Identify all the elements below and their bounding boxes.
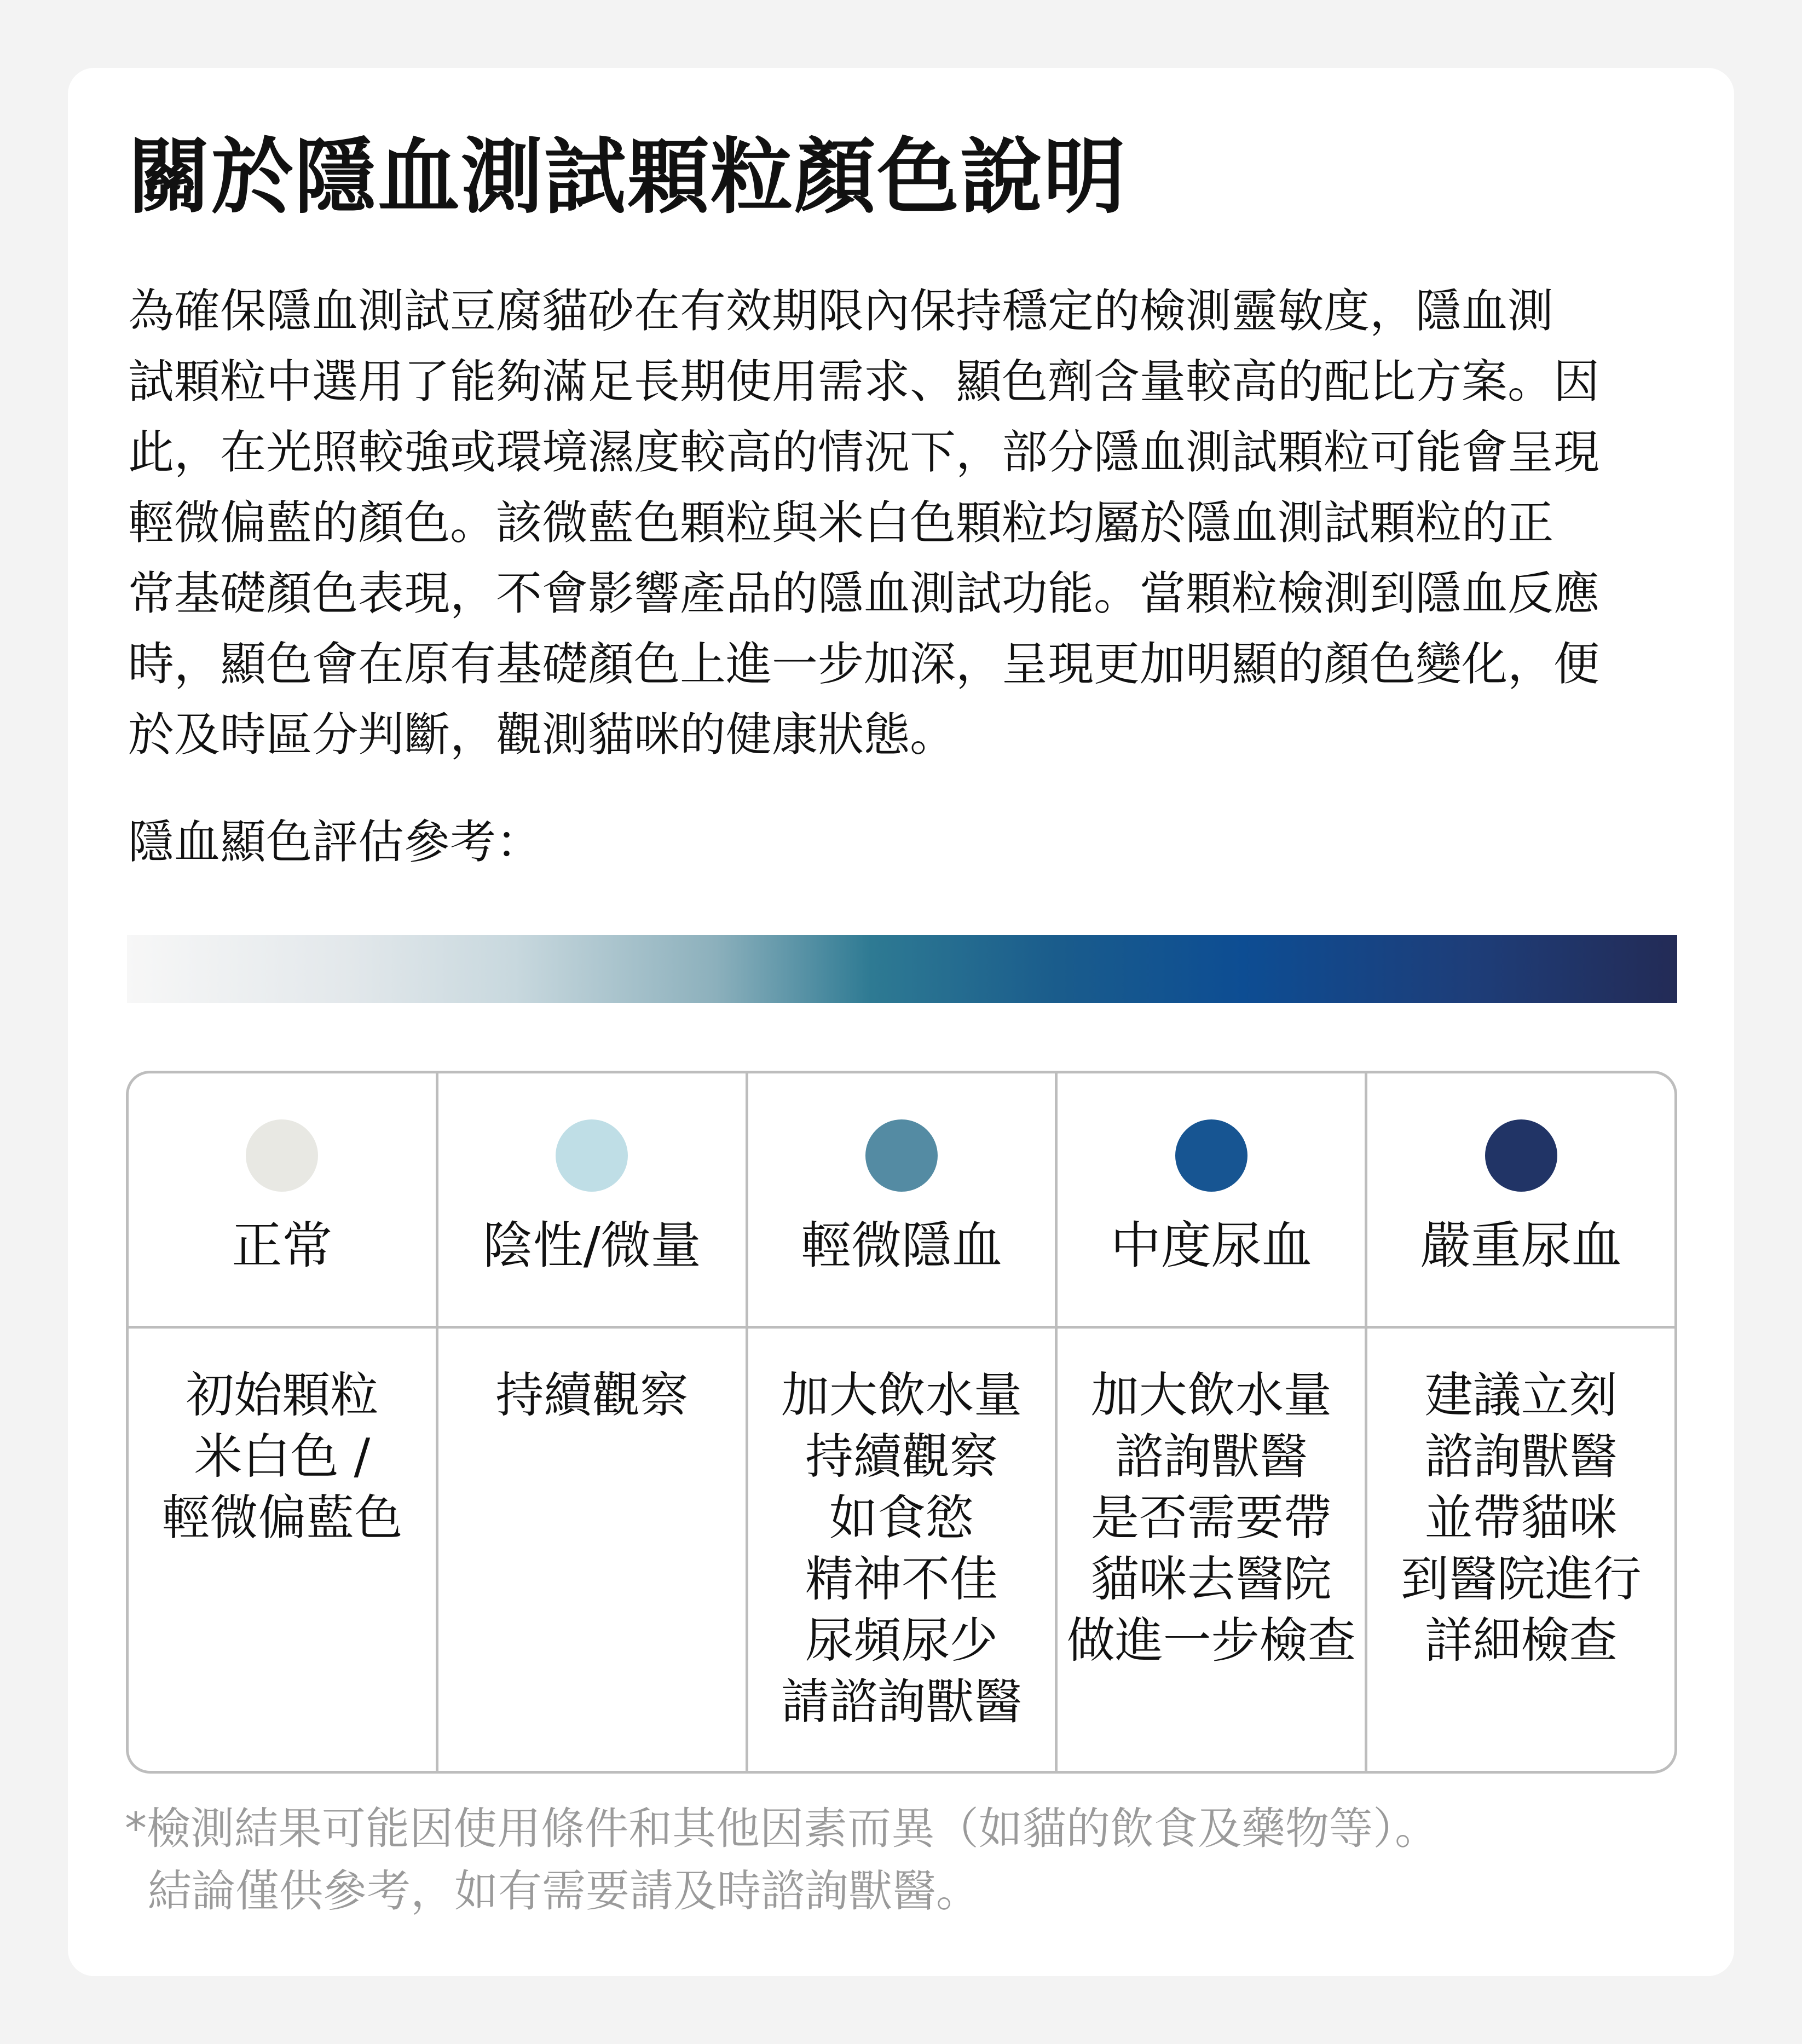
advice-line: 到醫院進行	[1400, 1551, 1642, 1607]
level-label: 正常	[232, 1216, 333, 1275]
level-column-moderate	[1055, 1073, 1365, 1771]
advice-line: 做進一步檢查	[1066, 1612, 1356, 1668]
intro-line: 輕微偏藍的顏色。該微藍色顆粒與米白色顆粒均屬於隱血測試顆粒的正	[128, 496, 1554, 550]
page-title: 關於隱血測試顆粒顏色說明	[128, 130, 1127, 225]
intro-line: 為確保隱血測試豆腐貓砂在有效期限內保持穩定的檢測靈敏度，隱血測	[128, 284, 1554, 338]
advice-line: 輕微偏藍色	[161, 1489, 403, 1546]
level-header	[438, 1073, 746, 1329]
level-header	[129, 1073, 436, 1329]
info-card	[68, 68, 1734, 1976]
advice-line: 加大飲水量	[781, 1367, 1022, 1423]
intro-line: 時，顯色會在原有基礎顏色上進一步加深，呈現更加明顯的顏色變化，便	[128, 637, 1600, 691]
scale-label: 隱血顯色評估參考：	[128, 815, 542, 869]
level-label: 中度尿血	[1110, 1216, 1312, 1275]
color-swatch-dot	[865, 1119, 938, 1192]
advice-line: 持續觀察	[805, 1428, 998, 1485]
advice-line: 精神不佳	[805, 1551, 998, 1607]
intro-line: 於及時區分判斷，觀測貓咪的健康狀態。	[128, 708, 956, 761]
level-column-severe	[1365, 1073, 1674, 1771]
advice-line: 初始顆粒	[186, 1367, 379, 1423]
advice-line: 請諮詢獸醫	[781, 1673, 1022, 1730]
footnote	[125, 1798, 1439, 1922]
level-label: 嚴重尿血	[1420, 1216, 1622, 1275]
advice-line: 加大飲水量	[1090, 1367, 1332, 1423]
advice-line: 尿頻尿少	[805, 1612, 998, 1668]
level-label: 輕微隱血	[800, 1216, 1002, 1275]
advice-line: 是否需要帶	[1090, 1489, 1332, 1546]
advice-line: 建議立刻	[1424, 1367, 1618, 1423]
color-reference-table	[126, 1071, 1677, 1774]
color-swatch-dot	[1485, 1119, 1557, 1192]
advice-line: 持續觀察	[495, 1367, 689, 1423]
advice-line: 並帶貓咪	[1424, 1489, 1618, 1546]
level-label: 陰性/微量	[482, 1216, 701, 1275]
color-swatch-dot	[1175, 1119, 1247, 1192]
advice-line: 詳細檢查	[1424, 1612, 1618, 1668]
intro-line: 常基礎顏色表現，不會影響產品的隱血測試功能。當顆粒檢測到隱血反應	[128, 567, 1600, 620]
intro-line: 試顆粒中選用了能夠滿足長期使用需求、顯色劑含量較高的配比方案。因	[128, 355, 1600, 408]
advice-line: 貓咪去醫院	[1090, 1551, 1332, 1607]
intro-line: 此，在光照較強或環境濕度較高的情況下，部分隱血測試顆粒可能會呈現	[128, 425, 1600, 479]
advice-line: 諮詢獸醫	[1114, 1428, 1308, 1485]
level-advice	[438, 1329, 746, 1771]
intro-paragraph	[128, 276, 1672, 770]
level-column-negative-trace	[436, 1073, 746, 1771]
advice-line: 諮詢獸醫	[1424, 1428, 1618, 1485]
level-advice	[129, 1329, 436, 1771]
level-column-normal	[129, 1073, 436, 1771]
footnote-line: *檢測結果可能因使用條件和其他因素而異（如貓的飲食及藥物等）。	[125, 1803, 1439, 1854]
advice-line: 如食慾	[829, 1489, 974, 1546]
color-swatch-dot	[246, 1119, 318, 1192]
color-swatch-dot	[556, 1119, 628, 1192]
level-header	[1058, 1073, 1365, 1329]
level-header	[1367, 1073, 1674, 1329]
level-advice	[1058, 1329, 1365, 1771]
level-column-mild	[746, 1073, 1055, 1771]
level-advice	[748, 1329, 1055, 1771]
advice-line: 米白色 /	[194, 1428, 371, 1485]
footnote-line: 結論僅供參考，如有需要請及時諮詢獸醫。	[148, 1866, 980, 1916]
level-advice	[1367, 1329, 1674, 1771]
level-header	[748, 1073, 1055, 1329]
color-gradient-bar	[127, 935, 1677, 1003]
